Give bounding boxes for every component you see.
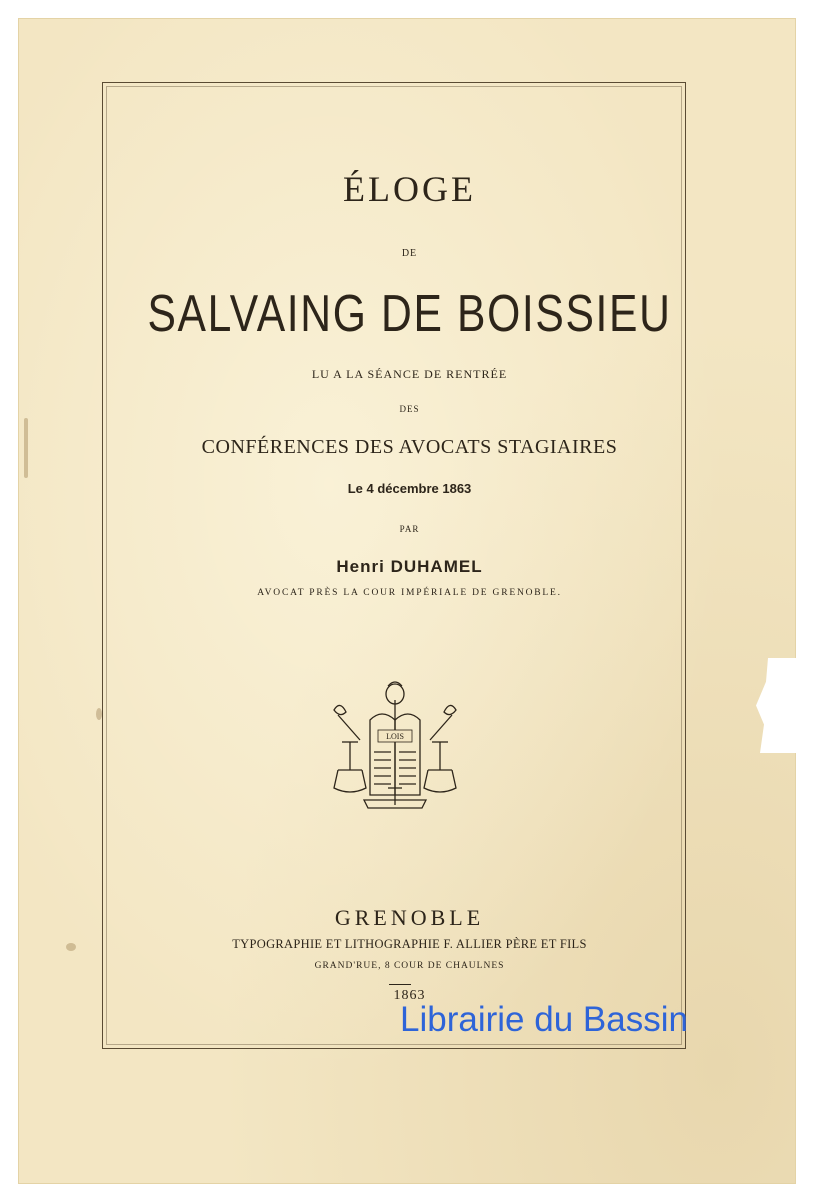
- year-rule: [389, 984, 411, 985]
- date-text: Le 4 décembre 1863: [347, 481, 472, 496]
- par-text: PAR: [399, 524, 420, 534]
- city-text: GRENOBLE: [334, 905, 485, 930]
- law-emblem-icon: [330, 680, 460, 815]
- author-title: AVOCAT PRÈS LA COUR IMPÉRIALE DE GRENOBLE.: [257, 588, 562, 598]
- year-text: 1863: [393, 988, 426, 1003]
- printer-text: TYPOGRAPHIE ET LITHOGRAPHIE F. ALLIER PÈRE ET FILS: [232, 937, 587, 951]
- watermark-text: Librairie du Bassin: [400, 1000, 688, 1039]
- eloge-heading: ÉLOGE: [343, 169, 476, 209]
- de-text: DE: [401, 248, 418, 259]
- address-text: GRAND'RUE, 8 COUR DE CHAULNES: [314, 961, 505, 971]
- occasion-text: LU A LA SÉANCE DE RENTRÉE: [311, 367, 508, 381]
- conferences-text: CONFÉRENCES DES AVOCATS STAGIAIRES: [201, 436, 618, 458]
- author-name: Henri DUHAMEL: [336, 557, 483, 576]
- emblem-label: LOIS: [386, 732, 404, 741]
- main-title: SALVAING DE BOISSIEU: [147, 285, 672, 343]
- des-text: DES: [399, 404, 420, 414]
- paper-tear: [756, 658, 796, 753]
